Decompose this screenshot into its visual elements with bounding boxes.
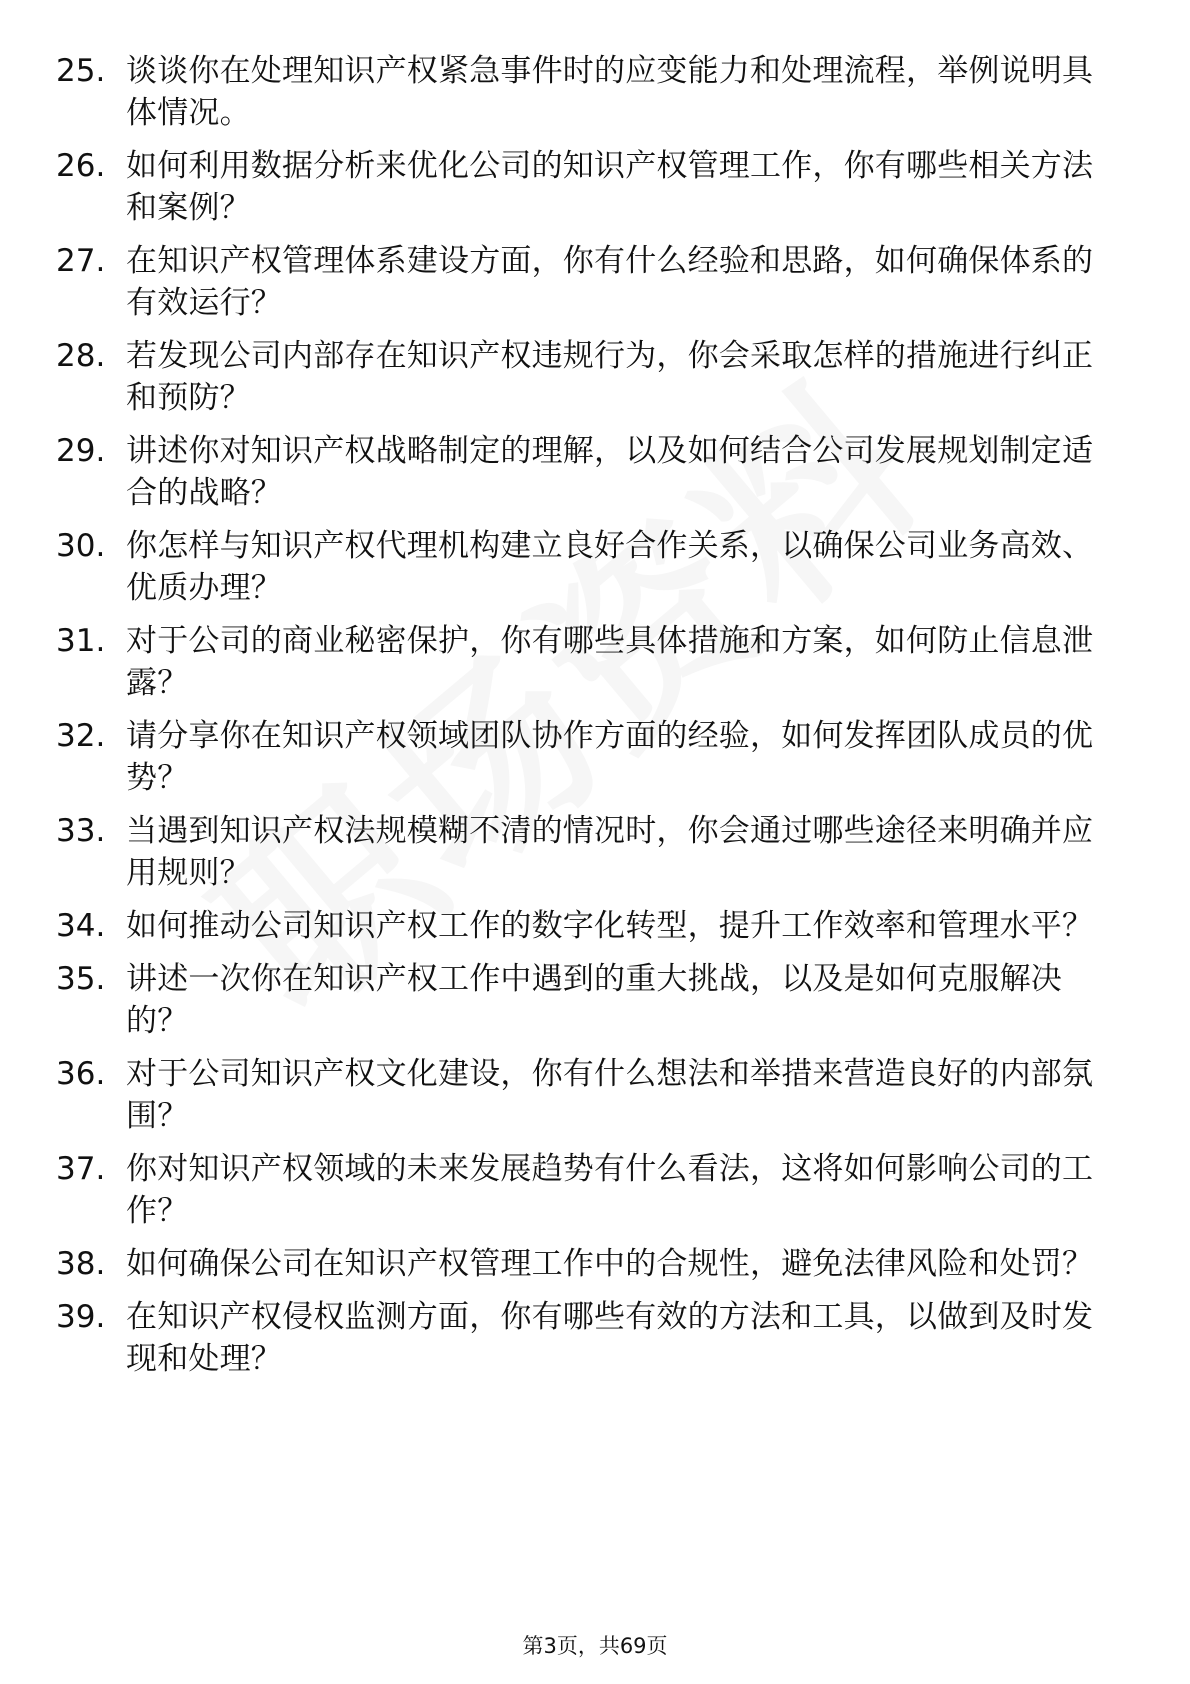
question-text: 请分享你在知识产权领域团队协作方面的经验，如何发挥团队成员的优势？ [126,718,1094,796]
question-item [56,335,1116,419]
question-number: 26. [56,148,106,184]
page-footer [0,1632,1190,1660]
question-text: 在知识产权侵权监测方面，你有哪些有效的方法和工具，以做到及时发现和处理？ [126,1299,1094,1377]
question-item [56,1148,1116,1232]
question-text: 在知识产权管理体系建设方面，你有什么经验和思路，如何确保体系的有效运行？ [126,243,1094,321]
question-item [56,1053,1116,1137]
question-number: 33. [56,813,106,849]
question-number: 31. [56,623,106,659]
question-item [56,1243,1116,1285]
question-number: 35. [56,961,106,997]
question-item [56,810,1116,894]
question-item [56,240,1116,324]
question-item [56,715,1116,799]
question-text: 你怎样与知识产权代理机构建立良好合作关系，以确保公司业务高效、优质办理？ [126,528,1094,606]
question-number: 25. [56,53,106,89]
question-number: 37. [56,1151,106,1187]
question-text: 讲述一次你在知识产权工作中遇到的重大挑战，以及是如何克服解决的？ [126,961,1062,1039]
question-text: 谈谈你在处理知识产权紧急事件时的应变能力和处理流程，举例说明具体情况。 [126,53,1094,131]
question-number: 28. [56,338,106,374]
question-item [56,905,1116,947]
question-number: 27. [56,243,106,279]
question-number: 32. [56,718,106,754]
question-item [56,50,1116,134]
question-text: 对于公司的商业秘密保护，你有哪些具体措施和方案，如何防止信息泄露？ [126,623,1094,701]
question-item [56,525,1116,609]
question-text: 如何利用数据分析来优化公司的知识产权管理工作，你有哪些相关方法和案例？ [126,148,1094,226]
question-number: 38. [56,1246,106,1282]
question-text: 讲述你对知识产权战略制定的理解，以及如何结合公司发展规划制定适合的战略？ [126,433,1094,511]
question-number: 36. [56,1056,106,1092]
page-number-label: 第3页，共69页 [522,1634,668,1658]
question-item [56,620,1116,704]
question-item [56,958,1116,1042]
question-item [56,145,1116,229]
question-text: 如何推动公司知识产权工作的数字化转型，提升工作效率和管理水平？ [126,908,1094,944]
question-text: 当遇到知识产权法规模糊不清的情况时，你会通过哪些途径来明确并应用规则？ [126,813,1094,891]
question-item [56,430,1116,514]
question-number: 30. [56,528,106,564]
question-text: 对于公司知识产权文化建设，你有什么想法和举措来营造良好的内部氛围？ [126,1056,1094,1134]
question-item [56,1296,1116,1380]
question-text: 若发现公司内部存在知识产权违规行为，你会采取怎样的措施进行纠正和预防？ [126,338,1094,416]
question-number: 39. [56,1299,106,1335]
question-number: 34. [56,908,106,944]
question-list [56,50,1116,1391]
question-number: 29. [56,433,106,469]
question-text: 你对知识产权领域的未来发展趋势有什么看法，这将如何影响公司的工作？ [126,1151,1094,1229]
question-text: 如何确保公司在知识产权管理工作中的合规性，避免法律风险和处罚？ [126,1246,1094,1282]
